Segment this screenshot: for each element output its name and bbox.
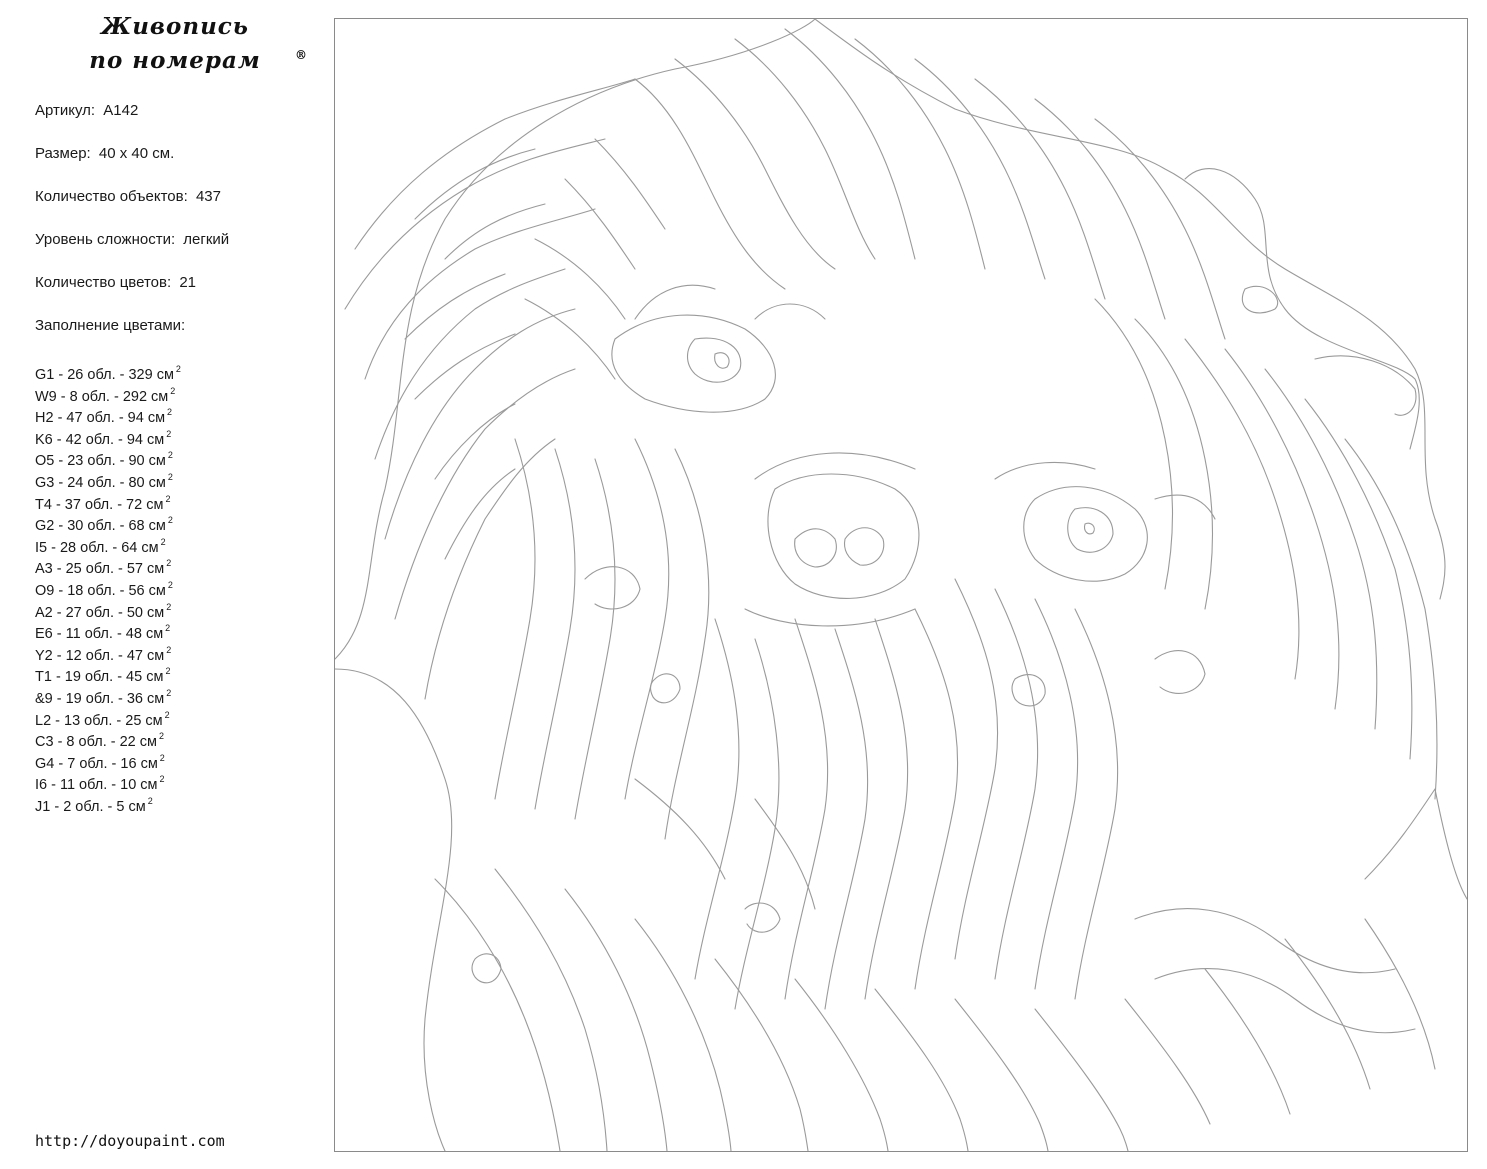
fill-unit-exponent: 2 [165, 666, 171, 677]
fill-row [35, 381, 181, 403]
colors-row [35, 272, 229, 293]
fill-header: Заполнение цветами: [35, 317, 186, 334]
fill-row [35, 769, 181, 794]
fill-row [35, 359, 181, 381]
fill-text: A3 - 25 обл. - 57 см [35, 561, 165, 578]
brand-line-1: Живопись [101, 13, 249, 40]
fill-row [35, 748, 181, 770]
fill-text: I6 - 11 обл. - 10 см [35, 777, 158, 794]
fill-text: K6 - 42 обл. - 94 см [35, 431, 165, 448]
fill-row [35, 532, 181, 554]
fill-unit-exponent: 2 [165, 493, 171, 504]
fill-unit-exponent: 2 [166, 601, 172, 612]
fill-unit-exponent: 2 [147, 795, 153, 806]
website-link[interactable]: http://doyoupaint.com [35, 1132, 225, 1150]
fill-unit-exponent: 2 [167, 471, 173, 482]
size-row [35, 143, 229, 164]
fill-text: C3 - 8 обл. - 22 см [35, 734, 157, 751]
fill-row [35, 640, 181, 662]
objects-label: Количество объектов: [35, 188, 188, 205]
brand-line-2: по номерам [89, 47, 261, 74]
fill-unit-exponent: 2 [165, 623, 171, 634]
fill-row [35, 445, 181, 470]
fill-text: O5 - 23 обл. - 90 см [35, 453, 166, 470]
fill-text: I5 - 28 обл. - 64 см [35, 539, 159, 556]
difficulty-label: Уровень сложности: [35, 231, 176, 248]
size-value: 40 x 40 см. [98, 145, 175, 162]
dog-portrait-outline [335, 19, 1467, 1151]
fill-row [35, 489, 181, 511]
fill-row [35, 553, 181, 578]
fill-text: J1 - 2 обл. - 5 см [35, 798, 146, 815]
fill-row [35, 791, 181, 813]
difficulty-value: легкий [183, 231, 230, 248]
fill-unit-exponent: 2 [158, 731, 164, 742]
fill-text: &9 - 19 обл. - 36 см [35, 690, 165, 707]
fill-text: G1 - 26 обл. - 329 см [35, 367, 174, 383]
fill-unit-exponent: 2 [170, 385, 176, 396]
fill-text: W9 - 8 обл. - 292 см [35, 388, 169, 405]
fill-text: G3 - 24 обл. - 80 см [35, 474, 166, 491]
fill-row [35, 597, 181, 619]
objects-row [35, 186, 229, 207]
article-label: Артикул: [35, 102, 96, 119]
fill-unit-exponent: 2 [166, 687, 172, 698]
coloring-canvas [334, 18, 1468, 1152]
colors-label: Количество цветов: [35, 274, 172, 291]
fill-row [35, 510, 181, 535]
color-fill-list [35, 359, 181, 815]
fill-row [35, 424, 181, 446]
fill-unit-exponent: 2 [167, 515, 173, 526]
article-value: A142 [103, 102, 139, 119]
fill-row [35, 618, 181, 643]
fill-text: T1 - 19 обл. - 45 см [35, 669, 164, 686]
fill-row [35, 661, 181, 686]
fill-unit-exponent: 2 [175, 364, 181, 374]
brand-logo [60, 10, 308, 78]
article-row [35, 100, 229, 121]
objects-value: 437 [195, 188, 221, 205]
fill-unit-exponent: 2 [166, 558, 172, 569]
size-label: Размер: [35, 145, 91, 162]
fill-text: T4 - 37 обл. - 72 см [35, 496, 164, 513]
colors-value: 21 [179, 274, 196, 291]
fill-row [35, 726, 181, 751]
fill-text: A2 - 27 обл. - 50 см [35, 604, 165, 621]
fill-text: E6 - 11 обл. - 48 см [35, 626, 164, 643]
fill-row [35, 467, 181, 489]
fill-unit-exponent: 2 [164, 709, 170, 720]
fill-unit-exponent: 2 [159, 774, 165, 785]
fill-text: O9 - 18 обл. - 56 см [35, 582, 166, 599]
fill-unit-exponent: 2 [167, 450, 173, 461]
fill-unit-exponent: 2 [166, 644, 172, 655]
fill-row [35, 575, 181, 597]
fill-unit-exponent: 2 [167, 579, 173, 590]
fill-unit-exponent: 2 [167, 407, 173, 418]
fill-text: H2 - 47 обл. - 94 см [35, 410, 166, 427]
fill-unit-exponent: 2 [160, 536, 166, 547]
fill-unit-exponent: 2 [159, 752, 165, 763]
fill-text: G4 - 7 обл. - 16 см [35, 755, 158, 772]
difficulty-row [35, 229, 229, 250]
product-info [35, 100, 229, 358]
fill-row [35, 705, 181, 727]
registered-mark: ® [295, 48, 308, 62]
fill-row [35, 683, 181, 705]
fill-unit-exponent: 2 [166, 428, 172, 439]
fill-text: G2 - 30 обл. - 68 см [35, 518, 166, 535]
fill-text: L2 - 13 обл. - 25 см [35, 712, 163, 729]
fill-text: Y2 - 12 обл. - 47 см [35, 647, 165, 664]
fill-row [35, 402, 181, 427]
